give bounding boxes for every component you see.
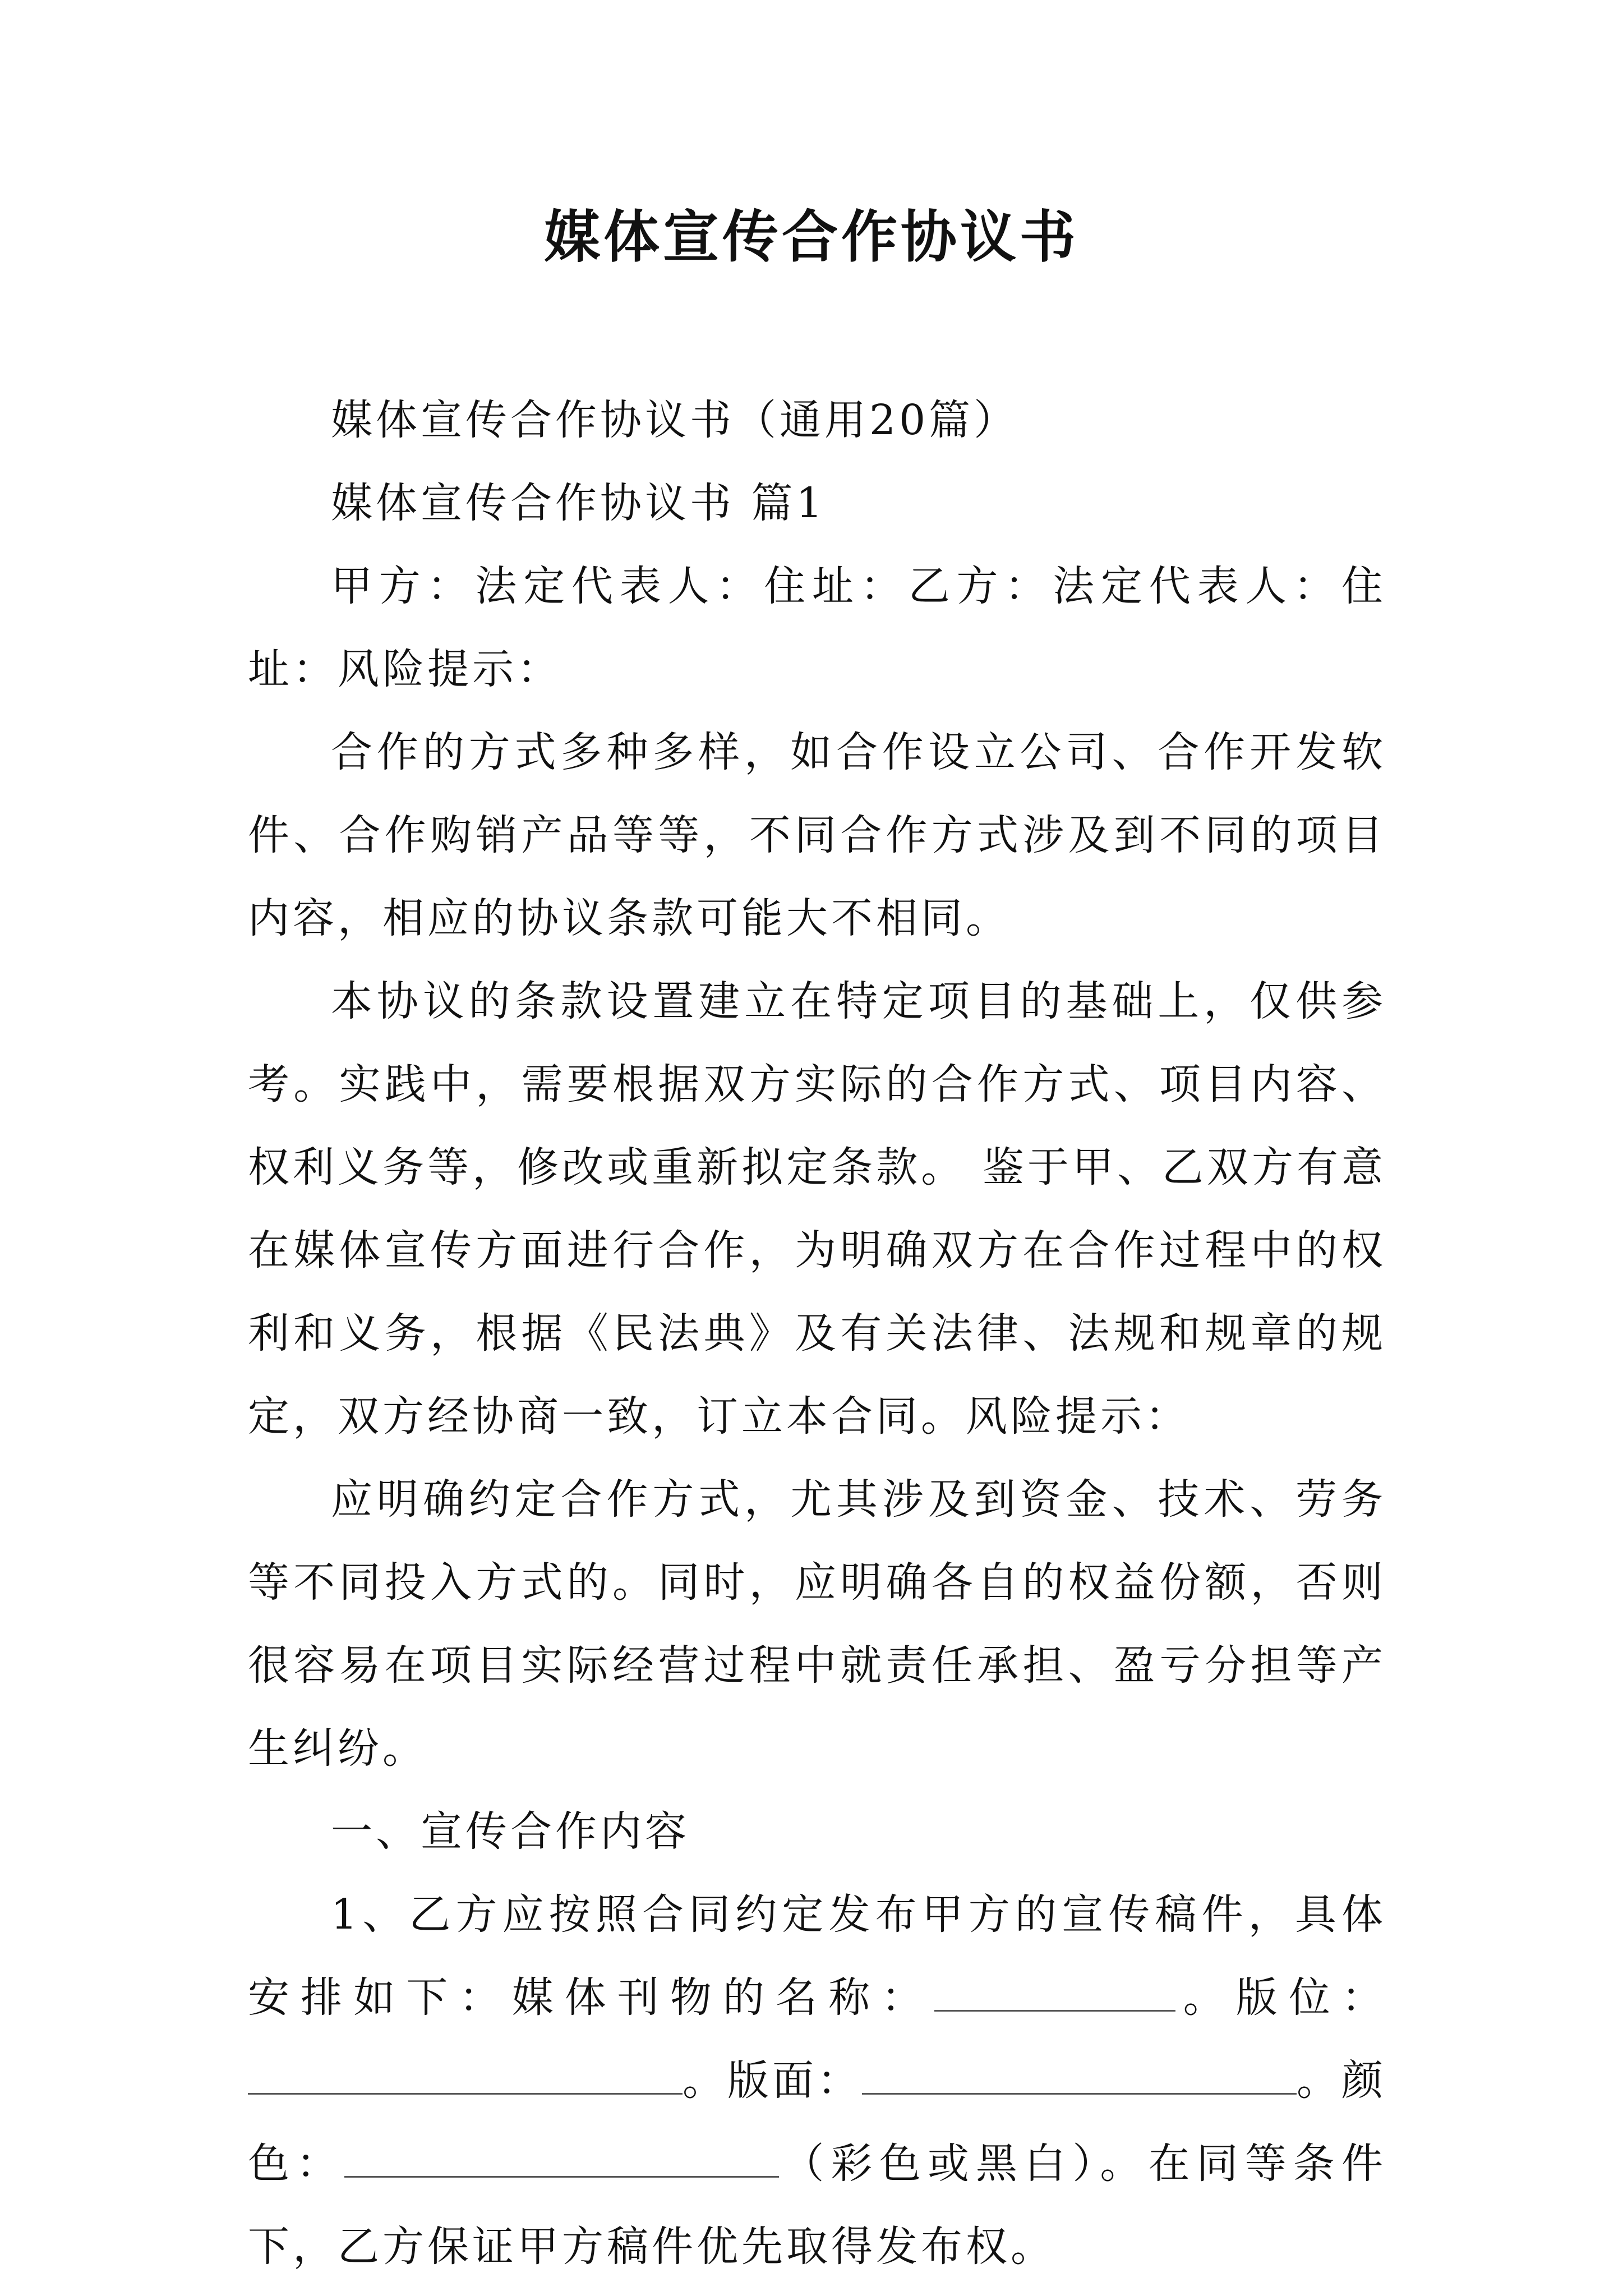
section-heading: 媒体宣传合作协议书 篇1 [331, 479, 826, 527]
blank-media-name [934, 1976, 1175, 2012]
heading-cooperation-content: 一、宣传合作内容 [331, 1807, 690, 1856]
blank-position [248, 2059, 683, 2095]
item-1-text-d: 。颜色： [248, 2056, 1386, 2188]
paragraph-cooperation-manner: 应明确约定合作方式，尤其涉及到资金、技术、劳务等不同投入方式的。同时，应明确各自的权益份额，否则很容易在项目实际经营过程中就责任承担、盈亏分担等产生纠纷。 [248, 1475, 1386, 1773]
paragraph-cooperation-methods: 合作的方式多种多样，如合作设立公司、合作开发软件、合作购销产品等等，不同合作方式涉及到不同的项目内容，相应的协议条款可能大不相同。 [248, 728, 1386, 942]
blank-color [344, 2142, 779, 2178]
blank-layout [862, 2059, 1297, 2095]
document-body [248, 379, 1386, 2288]
item-1-text-a: 1、乙方应按照合同约定发布甲方的宣传稿件，具体安排如下：媒体刊物的名称： [248, 1890, 1386, 2022]
item-1-text-c: 。版面： [683, 2056, 862, 2105]
paragraph-terms-reference: 本协议的条款设置建立在特定项目的基础上，仅供参考。实践中，需要根据双方实际的合作方式、项目内容、权利义务等，修改或重新拟定条款。 鉴于甲、乙双方有意在媒体宣传方面进行合作，为明确双方在合作过程中的权利和义务，根据《民法典》及有关法律、法规和规章的规定，双方经协商一致，订立本合同。风险提示： [248, 977, 1386, 1441]
subtitle-paragraph: 媒体宣传合作协议书（通用20篇） [331, 396, 1019, 444]
item-1-text-e: （彩色或黑白）。在同等条件下，乙方保证甲方稿件优先取得发布权。 [248, 2139, 1387, 2271]
item-1-text-b: 。版位： [1175, 1973, 1387, 2022]
item-1-paragraph [248, 1873, 1386, 2288]
document-title: 媒体宣传合作协议书 [544, 204, 1079, 270]
parties-paragraph: 甲方：法定代表人：住址：乙方：法定代表人：住址：风险提示： [248, 562, 1386, 693]
